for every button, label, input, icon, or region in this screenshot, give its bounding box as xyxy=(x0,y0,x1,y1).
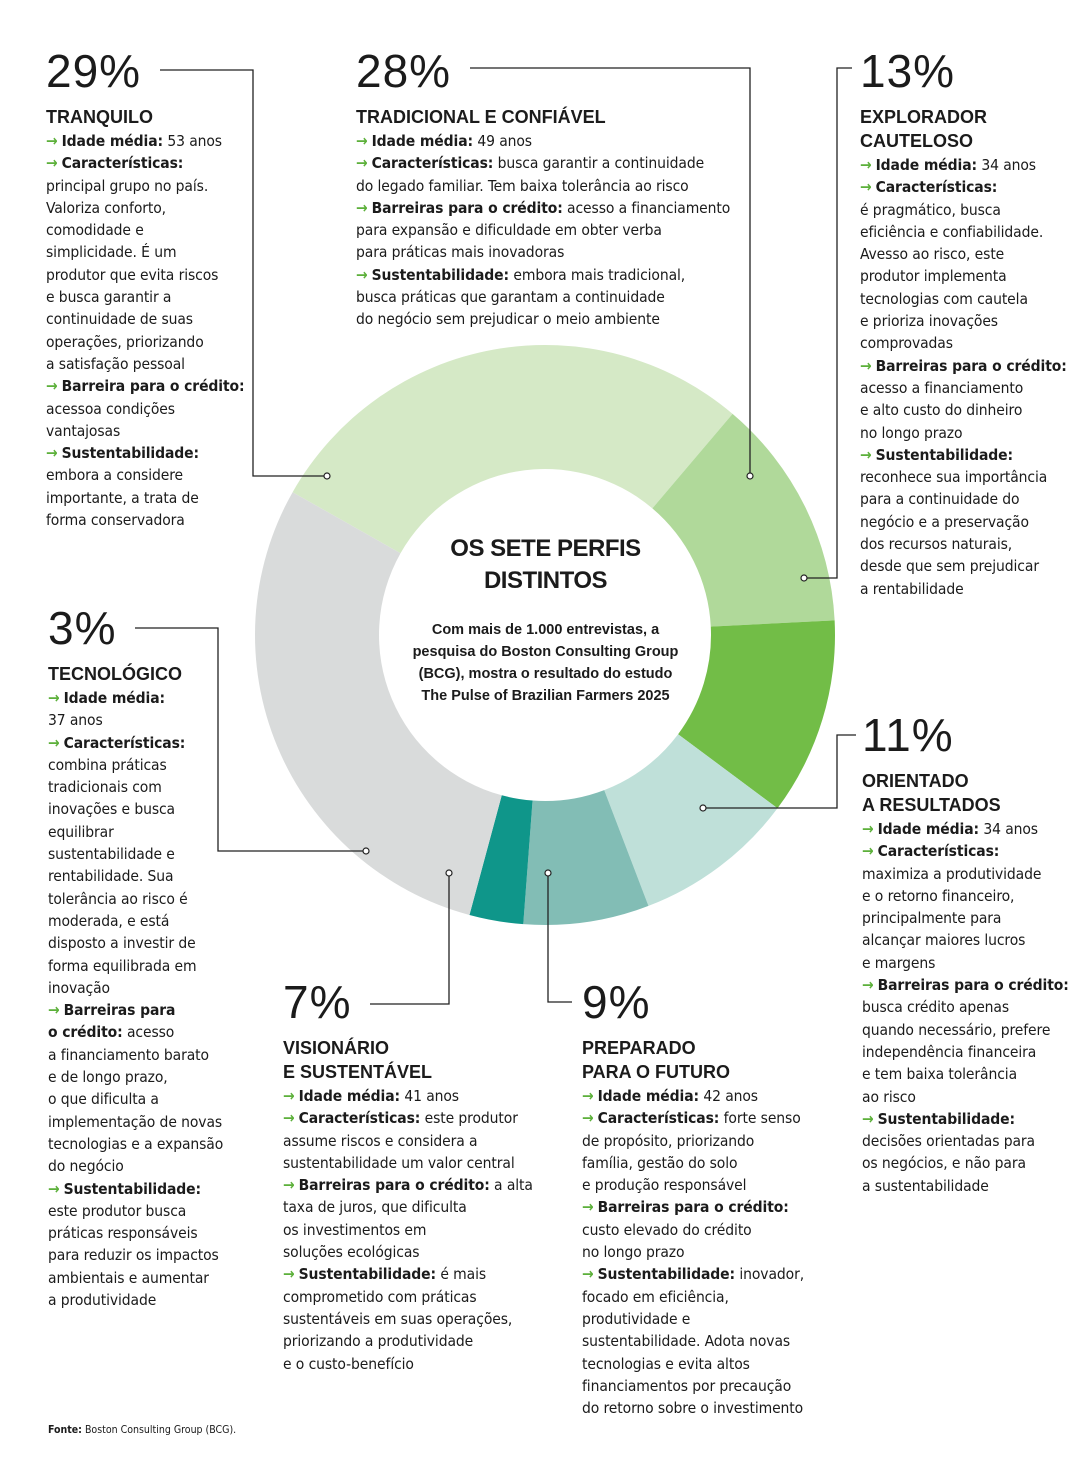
leader-dot-preparado xyxy=(545,870,551,876)
detail-text-line: comodidade e xyxy=(46,221,144,240)
detail-label: Sustentabilidade: xyxy=(61,444,200,463)
detail-text-line: 37 anos xyxy=(48,711,103,730)
detail-row xyxy=(862,1108,1072,1130)
profile-title: E SUSTENTÁVEL xyxy=(283,1062,433,1082)
profile-tranquilo xyxy=(46,45,261,531)
chart-subtitle: Com mais de 1.000 entrevistas, a pesquisa do Boston Consulting Group (BCG), mostra o resultado do estudo The Pulse of Brazilian Farmers 2025 xyxy=(412,622,679,704)
profile-tecnologico xyxy=(48,602,248,1311)
detail-row xyxy=(46,152,261,174)
detail-row xyxy=(356,264,756,286)
detail-text-line: forma conservadora xyxy=(46,511,185,530)
detail-row xyxy=(862,840,1072,862)
detail-row xyxy=(862,974,1072,996)
arrow-right-icon: → xyxy=(48,1001,60,1020)
detail-text-line: os investimentos em xyxy=(283,1220,427,1239)
detail-text-line: e alto custo do dinheiro xyxy=(860,401,1023,420)
profile-title: EXPLORADOR xyxy=(860,107,988,127)
detail-text-line: sustentabilidade. Adota novas xyxy=(582,1332,791,1351)
detail-text-line: família, gestão do solo xyxy=(582,1153,738,1172)
detail-text-line: taxa de juros, que dificulta xyxy=(283,1198,467,1217)
detail-label: Características: xyxy=(63,733,186,752)
detail-row xyxy=(860,154,1070,176)
detail-text-line: e de longo prazo, xyxy=(48,1068,168,1087)
detail-text-line: independência financeira xyxy=(862,1042,1037,1061)
detail-label: Características: xyxy=(597,1109,720,1128)
percentage-value: 11% xyxy=(862,709,954,761)
detail-text-line: simplicidade. É um xyxy=(46,243,177,262)
profile-details xyxy=(46,130,261,531)
detail-label: Idade média: xyxy=(877,820,979,838)
detail-row xyxy=(48,1178,248,1200)
arrow-right-icon: → xyxy=(582,1265,594,1284)
detail-text-line: principalmente para xyxy=(862,909,1002,928)
detail-row xyxy=(860,176,1070,198)
detail-label: Idade média: xyxy=(597,1087,699,1105)
detail-text-line: e o retorno financeiro, xyxy=(862,886,1015,905)
leader-dot-tecnologico xyxy=(363,848,369,854)
detail-text: 53 anos xyxy=(167,132,222,150)
detail-text-line: forma equilibrada em xyxy=(48,956,197,975)
detail-text-line: focado em eficiência, xyxy=(582,1287,729,1306)
detail-text: 49 anos xyxy=(477,132,532,150)
detail-text-line: tecnologias com cautela xyxy=(860,289,1028,308)
detail-text-line: sustentáveis em suas operações, xyxy=(283,1309,513,1328)
detail-label: Barreiras para o crédito: xyxy=(298,1176,490,1195)
detail-label: o crédito: xyxy=(48,1023,123,1042)
detail-text-line: Avesso ao risco, este xyxy=(860,245,1005,264)
detail-text-line: para práticas mais inovadoras xyxy=(356,243,565,262)
detail-text-line: comprovadas xyxy=(860,334,953,353)
leader-dot-explorador xyxy=(801,575,807,581)
detail-text-line: ao risco xyxy=(862,1087,916,1106)
detail-text-line: tradicionais com xyxy=(48,778,162,797)
detail-label: Barreiras para o crédito: xyxy=(875,356,1067,375)
arrow-right-icon: → xyxy=(356,265,368,284)
source-note xyxy=(48,1424,236,1436)
detail-row xyxy=(48,687,248,709)
detail-row xyxy=(46,130,261,152)
detail-label: Sustentabilidade: xyxy=(875,445,1014,464)
percentage-value: 28% xyxy=(356,45,452,97)
profile-details xyxy=(860,154,1070,600)
detail-row xyxy=(283,1107,553,1129)
detail-text-line: acessoa condições xyxy=(46,399,175,418)
leader-dot-tranquilo xyxy=(324,473,330,479)
arrow-right-icon: → xyxy=(860,445,872,464)
arrow-right-icon: → xyxy=(862,820,874,838)
detail-text-line: dos recursos naturais, xyxy=(860,535,1013,554)
detail-text-line: para expansão e dificuldade em obter verba xyxy=(356,221,662,240)
detail-text-line: a rentabilidade xyxy=(860,579,964,598)
arrow-right-icon: → xyxy=(860,178,872,197)
detail-text: inovador, xyxy=(739,1265,805,1284)
profile-title: VISIONÁRIO xyxy=(283,1038,390,1058)
detail-text-line: de propósito, priorizando xyxy=(582,1131,755,1150)
leader-dot-orientado xyxy=(700,805,706,811)
detail-label: Barreira para o crédito: xyxy=(61,377,245,396)
arrow-right-icon: → xyxy=(582,1109,594,1128)
arrow-right-icon: → xyxy=(283,1176,295,1195)
detail-text-line: comprometido com práticas xyxy=(283,1287,477,1306)
detail-text: é mais xyxy=(440,1265,487,1284)
detail-text-line: eficiência e confiabilidade. xyxy=(860,222,1044,241)
detail-text-line: equilibrar xyxy=(48,822,114,841)
profile-title: TRANQUILO xyxy=(46,107,153,127)
profile-details xyxy=(356,130,756,331)
detail-text-line: a sustentabilidade xyxy=(862,1176,989,1195)
profile-explorador xyxy=(860,45,1070,600)
detail-text-line: produtividade e xyxy=(582,1309,691,1328)
arrow-right-icon: → xyxy=(46,377,58,396)
detail-row xyxy=(582,1107,822,1129)
detail-row xyxy=(582,1263,822,1285)
detail-label: Idade média: xyxy=(298,1087,400,1105)
detail-text-line: a satisfação pessoal xyxy=(46,354,185,373)
detail-text: busca garantir a continuidade xyxy=(497,154,705,173)
detail-text-line: tecnologias e evita altos xyxy=(582,1354,750,1373)
detail-text: 34 anos xyxy=(981,156,1036,174)
chart-title: OS SETE PERFIS DISTINTOS xyxy=(450,535,641,594)
detail-text: forte senso xyxy=(723,1109,801,1128)
detail-label: Sustentabilidade: xyxy=(63,1179,202,1198)
detail-text-line: alcançar maiores lucros xyxy=(862,931,1026,950)
detail-text: a alta xyxy=(494,1176,533,1195)
detail-text-line: moderada, e está xyxy=(48,911,170,930)
detail-text-line: tolerância ao risco é xyxy=(48,889,188,908)
chart-center-label xyxy=(404,533,687,707)
detail-text-line: desde que sem prejudicar xyxy=(860,557,1039,576)
arrow-right-icon: → xyxy=(862,976,874,995)
detail-text-line: disposto a investir de xyxy=(48,934,196,953)
detail-text-line: busca práticas que garantam a continuidade xyxy=(356,288,665,307)
detail-text-line: operações, priorizando xyxy=(46,332,204,351)
detail-row xyxy=(356,152,756,174)
detail-text-line: é pragmático, busca xyxy=(860,200,1001,219)
detail-label: Barreiras para o crédito: xyxy=(371,198,563,217)
arrow-right-icon: → xyxy=(48,689,60,707)
detail-text-line: e produção responsável xyxy=(582,1176,747,1195)
detail-text-line: para a continuidade do xyxy=(860,490,1020,509)
profile-title: PREPARADO xyxy=(582,1038,696,1058)
detail-row xyxy=(356,130,756,152)
detail-text-line: combina práticas xyxy=(48,755,167,774)
detail-text-line: negócio e a preservação xyxy=(860,512,1029,531)
detail-text-line: principal grupo no país. xyxy=(46,176,209,195)
arrow-right-icon: → xyxy=(862,1109,874,1128)
detail-text: 41 anos xyxy=(404,1087,459,1105)
detail-row xyxy=(860,355,1070,377)
profile-details xyxy=(48,687,248,1311)
detail-row xyxy=(582,1196,822,1218)
arrow-right-icon: → xyxy=(356,198,368,217)
detail-text-line: e prioriza inovações xyxy=(860,312,998,331)
detail-text-line: no longo prazo xyxy=(860,423,963,442)
detail-text-line: assume riscos e considera a xyxy=(283,1131,478,1150)
arrow-right-icon: → xyxy=(46,154,58,173)
arrow-right-icon: → xyxy=(283,1109,295,1128)
detail-text: embora mais tradicional, xyxy=(513,265,686,284)
leader-dot-tradicional xyxy=(747,473,753,479)
profile-title: PARA O FUTURO xyxy=(582,1062,730,1082)
detail-text: acesso xyxy=(126,1023,175,1042)
detail-text-line: este produtor busca xyxy=(48,1201,187,1220)
arrow-right-icon: → xyxy=(860,356,872,375)
detail-text-line: quando necessário, prefere xyxy=(862,1020,1051,1039)
detail-row xyxy=(46,375,261,397)
detail-text-line: busca crédito apenas xyxy=(862,998,1010,1017)
detail-label: Características: xyxy=(298,1109,421,1128)
detail-text-line: rentabilidade. Sua xyxy=(48,867,174,886)
detail-row xyxy=(862,818,1072,840)
detail-row xyxy=(48,1021,248,1043)
detail-label: Barreiras para o crédito: xyxy=(877,976,1069,995)
detail-text-line: e busca garantir a xyxy=(46,288,172,307)
detail-text-line: do legado familiar. Tem baixa tolerância ao risco xyxy=(356,176,689,195)
detail-row xyxy=(356,197,756,219)
percentage-value: 13% xyxy=(860,45,956,97)
arrow-right-icon: → xyxy=(862,842,874,861)
detail-text-line: e margens xyxy=(862,953,936,972)
arrow-right-icon: → xyxy=(356,154,368,173)
detail-label: Sustentabilidade: xyxy=(298,1265,437,1284)
detail-text-line: do retorno sobre o investimento xyxy=(582,1399,804,1418)
detail-row xyxy=(860,444,1070,466)
source-text: Boston Consulting Group (BCG). xyxy=(84,1424,237,1436)
leader-line-explorador xyxy=(804,68,852,578)
profile-title: CAUTELOSO xyxy=(860,131,974,151)
detail-row xyxy=(48,999,248,1021)
detail-label: Barreiras para xyxy=(63,1001,176,1020)
detail-label: Sustentabilidade: xyxy=(597,1265,736,1284)
profile-details xyxy=(582,1085,822,1419)
arrow-right-icon: → xyxy=(48,1179,60,1198)
leader-dot-visionario xyxy=(446,870,452,876)
detail-text-line: e tem baixa tolerância xyxy=(862,1065,1018,1084)
detail-label: Idade média: xyxy=(61,132,163,150)
detail-text-line: para reduzir os impactos xyxy=(48,1246,219,1265)
detail-text-line: Valoriza conforto, xyxy=(46,198,166,217)
detail-text-line: no longo prazo xyxy=(582,1243,685,1262)
detail-text-line: sustentabilidade e xyxy=(48,845,175,864)
detail-label: Barreiras para o crédito: xyxy=(597,1198,789,1217)
detail-row xyxy=(283,1174,553,1196)
detail-text-line: a produtividade xyxy=(48,1291,157,1310)
detail-text-line: custo elevado do crédito xyxy=(582,1220,752,1239)
percentage-value: 3% xyxy=(48,602,117,654)
detail-row xyxy=(283,1263,553,1285)
detail-text-line: o que dificulta a xyxy=(48,1090,159,1109)
profile-title: ORIENTADO xyxy=(862,771,969,791)
detail-label: Idade média: xyxy=(875,156,977,174)
detail-text-line: do negócio xyxy=(48,1157,124,1176)
arrow-right-icon: → xyxy=(46,444,58,463)
detail-label: Sustentabilidade: xyxy=(877,1109,1016,1128)
detail-text-line: implementação de novas xyxy=(48,1112,223,1131)
detail-text-line: soluções ecológicas xyxy=(283,1243,420,1262)
profile-visionario xyxy=(283,976,553,1375)
detail-text: 42 anos xyxy=(703,1087,758,1105)
detail-text-line: financiamentos por precaução xyxy=(582,1376,792,1395)
detail-text: este produtor xyxy=(424,1109,518,1128)
detail-text-line: inovações e busca xyxy=(48,800,175,819)
detail-text-line: a financiamento barato xyxy=(48,1045,209,1064)
arrow-right-icon: → xyxy=(48,733,60,752)
detail-text-line: importante, a trata de xyxy=(46,488,199,507)
detail-label: Características: xyxy=(371,154,494,173)
arrow-right-icon: → xyxy=(582,1087,594,1105)
detail-text-line: inovação xyxy=(48,978,110,997)
percentage-value: 9% xyxy=(582,976,651,1028)
profile-details xyxy=(862,818,1072,1197)
percentage-value: 7% xyxy=(283,976,352,1028)
profile-title: TRADICIONAL E CONFIÁVEL xyxy=(356,107,606,127)
detail-text: 34 anos xyxy=(983,820,1038,838)
profile-orientado xyxy=(862,709,1072,1197)
detail-text-line: sustentabilidade um valor central xyxy=(283,1153,515,1172)
detail-label: Idade média: xyxy=(371,132,473,150)
detail-text-line: maximiza a produtividade xyxy=(862,864,1042,883)
arrow-right-icon: → xyxy=(283,1265,295,1284)
detail-text-line: práticas responsáveis xyxy=(48,1224,198,1243)
detail-text-line: reconhece sua importância xyxy=(860,468,1048,487)
detail-text-line: continuidade de suas xyxy=(46,310,193,329)
detail-text-line: e o custo-benefício xyxy=(283,1354,414,1373)
detail-row xyxy=(46,442,261,464)
arrow-right-icon: → xyxy=(283,1087,295,1105)
detail-text-line: os negócios, e não para xyxy=(862,1154,1026,1173)
profile-tradicional xyxy=(356,45,756,331)
detail-label: Características: xyxy=(61,154,184,173)
detail-text-line: decisões orientadas para xyxy=(862,1132,1035,1151)
percentage-value: 29% xyxy=(46,45,142,97)
detail-label: Idade média: xyxy=(63,689,165,707)
profile-title: TECNOLÓGICO xyxy=(48,664,182,684)
slice-tradicional xyxy=(293,345,733,553)
detail-label: Características: xyxy=(877,842,1000,861)
detail-row xyxy=(582,1085,822,1107)
detail-label: Características: xyxy=(875,178,998,197)
arrow-right-icon: → xyxy=(356,132,368,150)
source-label: Fonte: xyxy=(48,1424,82,1436)
detail-row xyxy=(48,732,248,754)
detail-text-line: produtor que evita riscos xyxy=(46,265,219,284)
detail-text-line: vantajosas xyxy=(46,421,121,440)
arrow-right-icon: → xyxy=(860,156,872,174)
detail-text-line: embora a considere xyxy=(46,466,184,485)
detail-text-line: acesso a financiamento xyxy=(860,378,1024,397)
profile-details xyxy=(283,1085,553,1375)
detail-row xyxy=(283,1085,553,1107)
profile-title: A RESULTADOS xyxy=(862,795,1001,815)
detail-text-line: priorizando a produtividade xyxy=(283,1332,474,1351)
arrow-right-icon: → xyxy=(46,132,58,150)
detail-text-line: ambientais e aumentar xyxy=(48,1268,209,1287)
detail-label: Sustentabilidade: xyxy=(371,265,510,284)
detail-text-line: tecnologias e a expansão xyxy=(48,1134,224,1153)
detail-text-line: do negócio sem prejudicar o meio ambiente xyxy=(356,310,660,329)
detail-text-line: produtor implementa xyxy=(860,267,1007,286)
detail-text: acesso a financiamento xyxy=(567,198,731,217)
arrow-right-icon: → xyxy=(582,1198,594,1217)
profile-preparado xyxy=(582,976,822,1419)
